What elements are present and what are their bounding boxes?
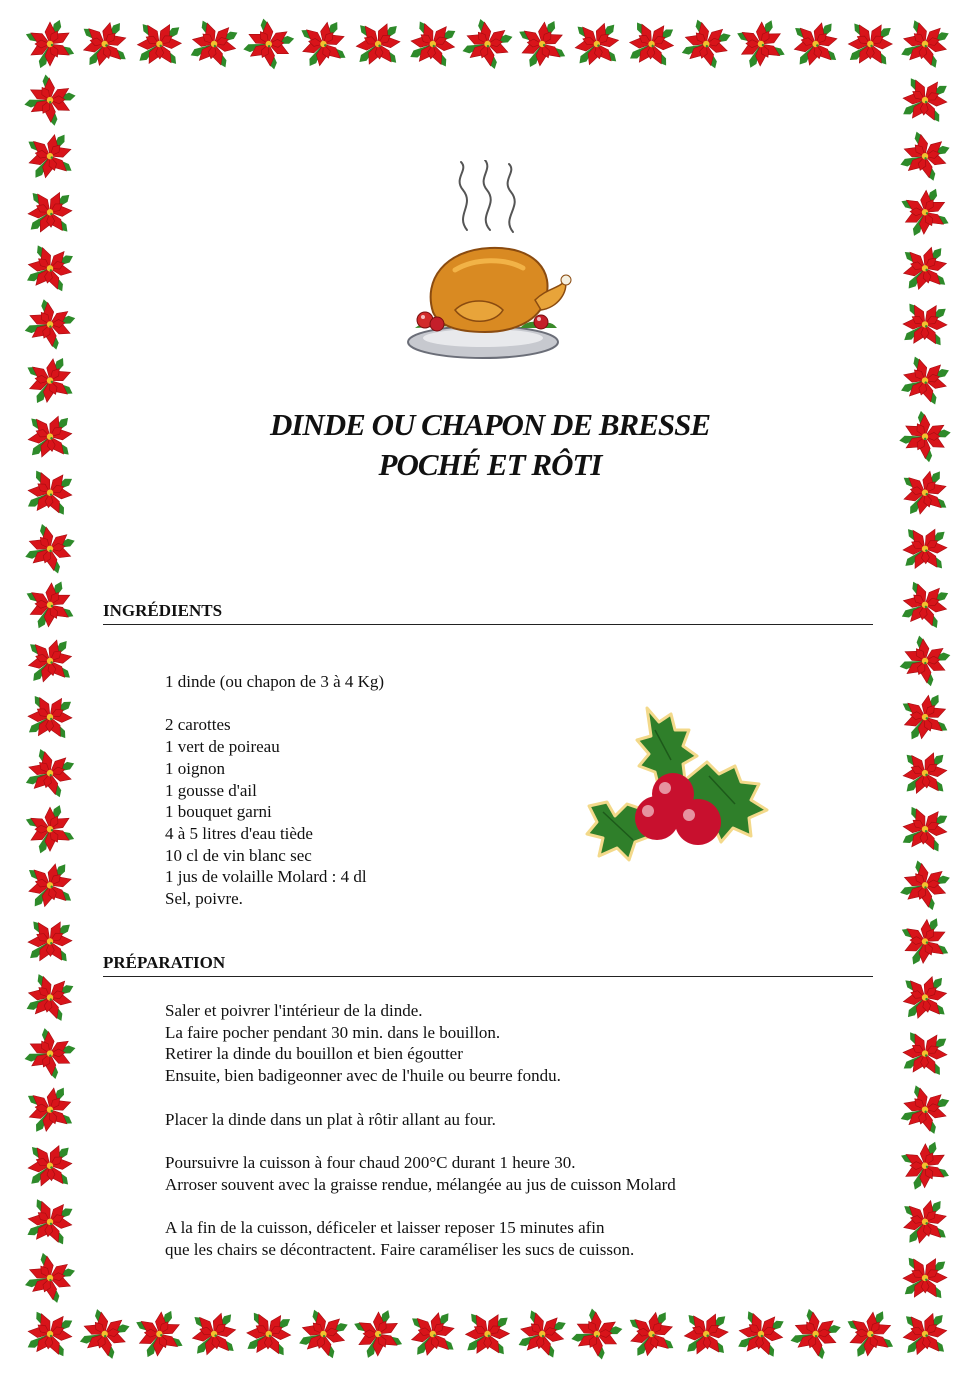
poinsettia-icon [889,8,961,80]
poinsettia-icon [561,1299,632,1370]
poinsettia-icon [514,16,570,72]
roast-turkey-illustration [395,160,575,365]
poinsettia-icon [14,1186,86,1258]
poinsettia-icon [842,1305,899,1362]
ingredient-item: 2 carottes [165,715,231,735]
poinsettia-icon [132,1306,187,1361]
poinsettia-icon [889,64,960,135]
ingredient-item: 1 vert de poireau [165,737,280,757]
poinsettia-icon [14,1018,85,1089]
preparation-line: La faire pocher pendant 30 min. dans le bouillon. [165,1022,501,1042]
poinsettia-icon [16,178,84,246]
poinsettia-icon [622,1304,682,1364]
poinsettia-icon [452,8,524,80]
preparation-line: Arroser souvent avec la graisse rendue, mélangée au jus de cuisson Molard [165,1174,676,1194]
poinsettia-icon [899,1140,951,1192]
poinsettia-icon [897,914,952,969]
poinsettia-icon [294,14,353,73]
poinsettia-icon [21,352,79,410]
poinsettia-icon [889,849,961,921]
title-line-1: DINDE OU CHAPON DE BRESSE [269,407,711,442]
poinsettia-icon [889,569,961,641]
poinsettia-icon [835,9,905,79]
poinsettia-icon [889,1073,961,1145]
ingredient-item: 1 oignon [165,758,225,778]
poinsettia-icon [896,688,955,747]
poinsettia-icon [891,514,960,583]
ingredient-item: 10 cl de vin blanc sec [165,845,312,865]
poinsettia-icon [890,289,960,359]
poinsettia-icon [892,965,957,1030]
poinsettia-icon [14,457,86,529]
poinsettia-icon [401,1303,464,1366]
poinsettia-icon [894,462,955,523]
poinsettia-icon [24,804,75,855]
poinsettia-icon [564,11,630,77]
ingredient-item: 1 dinde (ou chapon de 3 à 4 Kg) [165,672,385,691]
poinsettia-icon [20,126,81,187]
preparation-line: Ensuite, bien badigeonner avec de l'huile ou beurre fondu. [165,1066,561,1086]
poinsettia-icon [344,10,412,78]
poinsettia-icon [23,578,78,633]
poinsettia-icon [893,236,957,300]
preparation-line: Placer la dinde dans un plat à rôtir allant au four. [165,1109,496,1129]
ingredient-item: 4 à 5 litres d'eau tiède [165,823,313,843]
poinsettia-icon [889,793,961,865]
poinsettia-icon [125,9,194,78]
preparation-heading: PRÉPARATION [103,952,873,977]
poinsettia-icon [889,344,961,416]
poinsettia-icon [15,682,86,753]
poinsettia-icon [233,1299,304,1370]
poinsettia-icon [670,8,742,80]
poinsettia-icon [14,737,86,809]
poinsettia-icon [898,185,952,239]
poinsettia-icon [14,289,86,361]
poinsettia-icon [19,854,81,916]
ingredient-item: 1 jus de volaille Molard : 4 dl [165,867,367,887]
poinsettia-icon [889,625,960,696]
poinsettia-icon [24,18,75,69]
holly-berries-illustration [585,700,780,870]
ingredient-item: 1 gousse d'ail [165,780,257,800]
poinsettia-icon [889,120,961,192]
poinsettia-icon [891,740,958,807]
title-line-2: POCHÉ ET RÔTI [378,447,602,482]
poinsettia-icon [233,8,304,79]
poinsettia-icon [14,1298,86,1370]
poinsettia-icon [287,1298,359,1370]
poinsettia-icon [14,961,86,1033]
preparation-line: A la fin de la cuisson, déficeler et laisser reposer 15 minutes afin [165,1217,605,1237]
poinsettia-icon [352,1308,404,1360]
poinsettia-icon [74,13,136,75]
poinsettia-icon [20,1080,79,1139]
poinsettia-icon [14,232,86,304]
poinsettia-icon [178,8,250,80]
blank-line [165,693,384,715]
preparation-line: Retirer la dinde du bouillon et bien égoutter [165,1044,463,1064]
poinsettia-icon [69,1298,141,1370]
blank-line [165,1130,676,1152]
poinsettia-icon [182,1301,247,1366]
ingredient-item: Sel, poivre. [165,889,243,909]
poinsettia-icon [892,1301,958,1367]
preparation-line: que les chairs se décontractent. Faire caraméliser les sucs de cuisson. [165,1239,635,1259]
poinsettia-icon [725,1298,797,1370]
poinsettia-icon [15,65,86,136]
poinsettia-icon [453,1299,523,1369]
poinsettia-icon [672,1300,740,1368]
poinsettia-icon [734,18,787,71]
poinsettia-icon [890,1018,961,1089]
poinsettia-icon [14,1242,86,1314]
preparation-line: Saler et poivrer l'intérieur de la dinde. [165,1001,423,1020]
preparation-line: Poursuivre la cuisson à four chaud 200°C durant 1 heure 30. [165,1152,576,1172]
poinsettia-icon [784,12,847,75]
ingredients-list [165,671,384,910]
blank-line [165,1087,676,1109]
poinsettia-icon [890,401,960,471]
poinsettia-icon [780,1298,852,1370]
poinsettia-icon [17,403,84,470]
poinsettia-icon [397,8,469,80]
poinsettia-icon [894,1190,957,1253]
poinsettia-icon [16,1132,84,1200]
recipe-title [160,405,820,485]
poinsettia-icon [15,907,84,976]
blank-line [165,1195,676,1217]
poinsettia-icon [14,513,86,585]
poinsettia-icon [616,8,687,79]
preparation-steps [165,1000,676,1260]
poinsettia-icon [890,1243,960,1313]
poinsettia-icon [506,1298,578,1370]
poinsettia-icon [18,629,83,694]
ingredient-item: 1 bouquet garni [165,802,272,822]
ingredients-heading: INGRÉDIENTS [103,600,873,625]
